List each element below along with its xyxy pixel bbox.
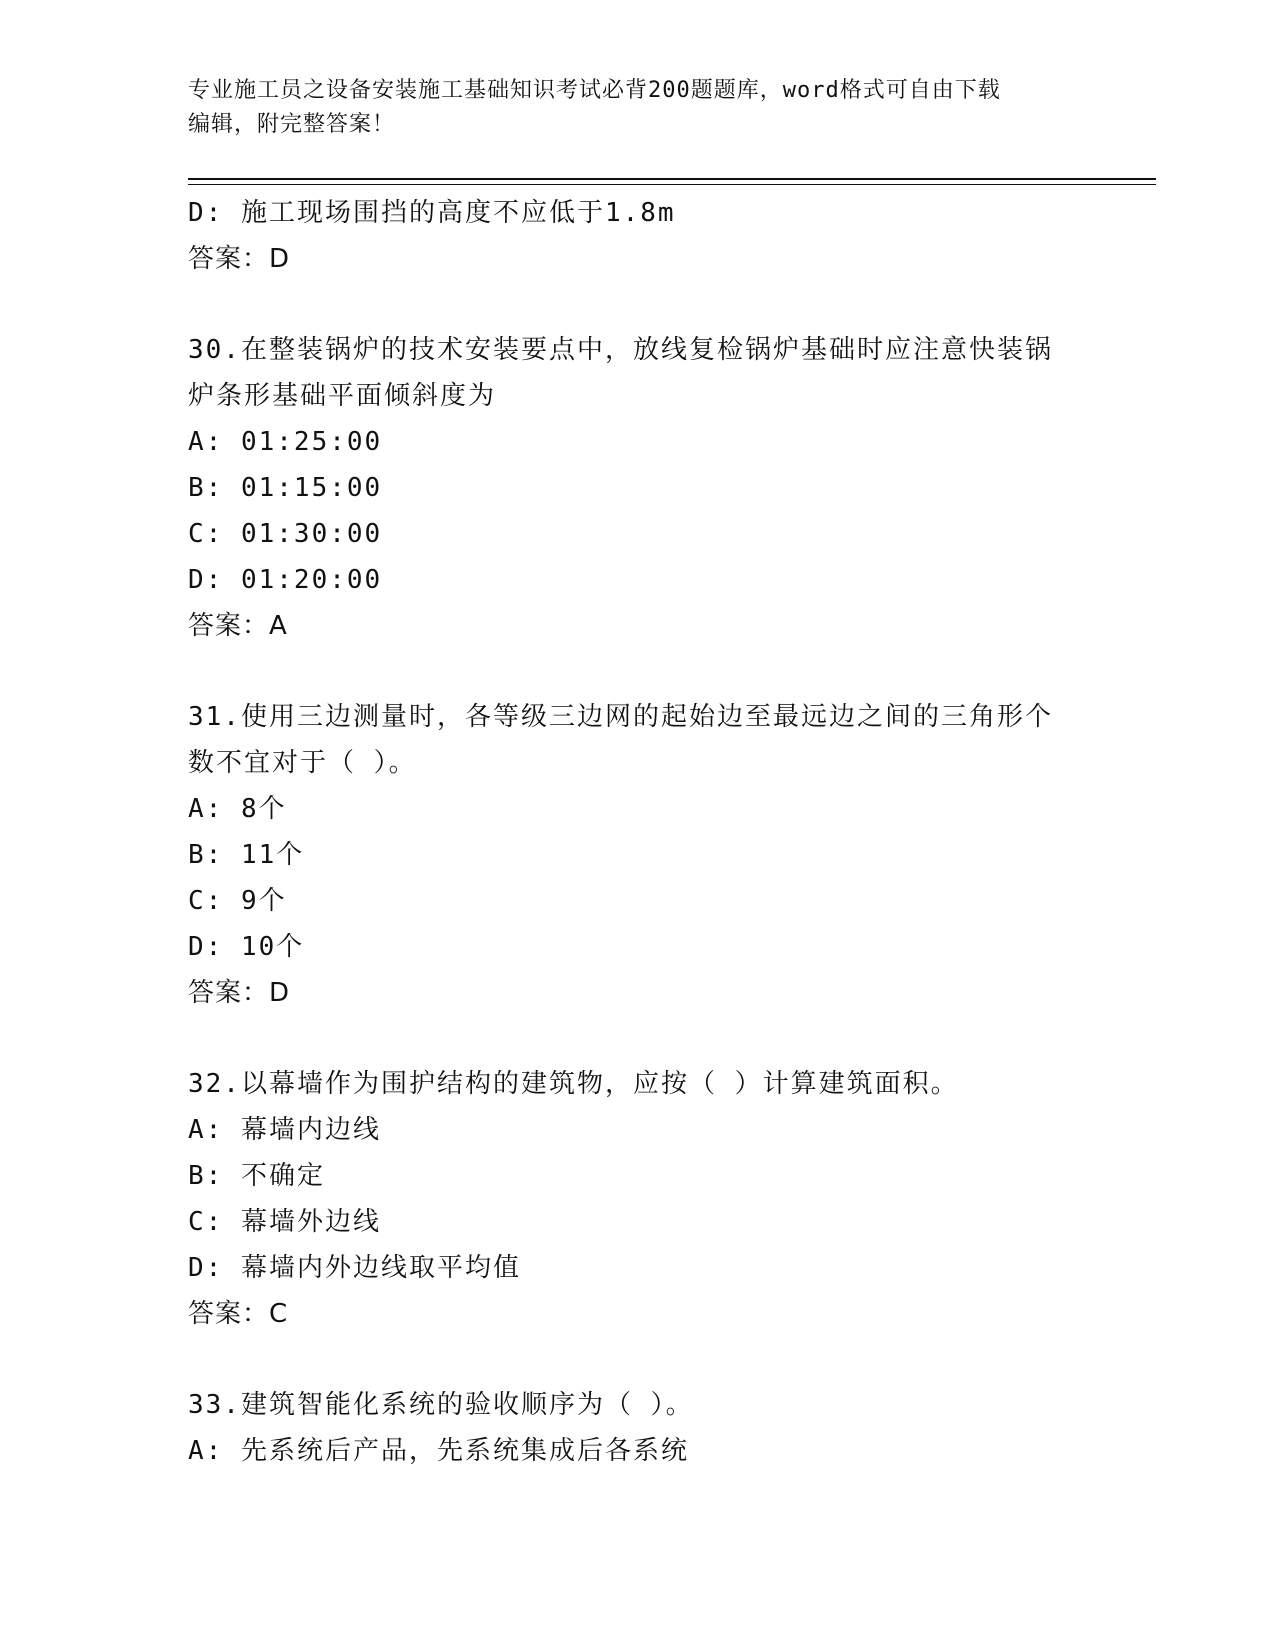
option-d: D: 幕墙内外边线取平均值 (188, 1253, 521, 1283)
question-stem-line: 30.在整装锅炉的技术安装要点中，放线复检锅炉基础时应注意快装锅 (188, 335, 1053, 365)
spacer (188, 282, 1088, 327)
option-b: B: 11个 (188, 840, 305, 870)
question-33 (188, 1382, 1088, 1474)
header-divider-thick (188, 178, 1156, 180)
question-32 (188, 1061, 1088, 1337)
question-30 (188, 327, 1088, 649)
option-d: D: 施工现场围挡的高度不应低于1.8m (188, 198, 676, 228)
answer-line: 答案：D (188, 978, 291, 1008)
option-a: A: 8个 (188, 794, 287, 824)
spacer (188, 1337, 1088, 1382)
option-b: B: 01:15:00 (188, 473, 383, 503)
header-divider-thin (188, 184, 1156, 185)
question-list (188, 190, 1088, 1474)
spacer (188, 649, 1088, 694)
document-header (188, 74, 1068, 142)
option-c: C: 9个 (188, 886, 287, 916)
option-a: A: 幕墙内边线 (188, 1115, 381, 1145)
question-31 (188, 694, 1088, 1016)
previous-question-block (188, 190, 1088, 282)
option-a: A: 01:25:00 (188, 427, 383, 457)
option-c: C: 01:30:00 (188, 519, 383, 549)
question-stem-line: 31.使用三边测量时，各等级三边网的起始边至最远边之间的三角形个 (188, 702, 1053, 732)
question-stem-line: 33.建筑智能化系统的验收顺序为（ ）。 (188, 1390, 694, 1420)
answer-line: 答案：A (188, 611, 288, 641)
answer-line: 答案：C (188, 1299, 289, 1329)
header-line-2: 编辑，附完整答案！ (188, 112, 396, 137)
option-d: D: 01:20:00 (188, 565, 383, 595)
option-b: B: 不确定 (188, 1161, 325, 1191)
question-stem-line: 32.以幕墙作为围护结构的建筑物，应按（ ）计算建筑面积。 (188, 1069, 959, 1099)
option-a: A: 先系统后产品，先系统集成后各系统 (188, 1436, 689, 1466)
question-stem-line: 数不宜对于（ ）。 (188, 748, 417, 778)
answer-line: 答案：D (188, 244, 291, 274)
header-line-1: 专业施工员之设备安装施工基础知识考试必背200题题库，word格式可自由下载 (188, 78, 1001, 103)
spacer (188, 1016, 1088, 1061)
option-c: C: 幕墙外边线 (188, 1207, 381, 1237)
option-d: D: 10个 (188, 932, 305, 962)
question-stem-line: 炉条形基础平面倾斜度为 (188, 381, 497, 411)
